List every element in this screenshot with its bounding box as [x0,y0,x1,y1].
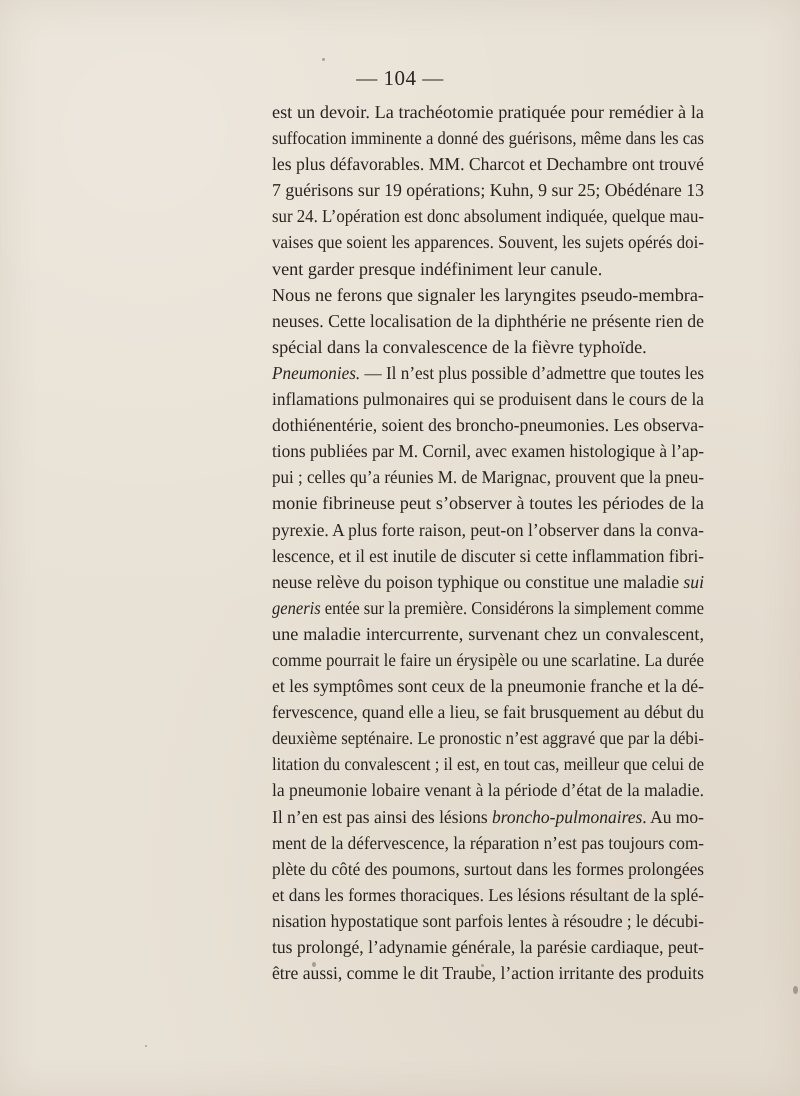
body-text [272,99,704,986]
text-line [272,99,704,125]
text-line [272,725,704,751]
paper-fleck [481,964,484,967]
text-line [272,282,704,308]
paper-fleck [322,58,325,61]
text-line [272,569,704,595]
text-line-content: vent garder presque indéfiniment leur canule. [272,258,603,279]
text-line [272,490,704,516]
text-line [272,830,704,856]
text-line [272,360,704,386]
text-line-content: neuses. Cette localisation de la diphthérie ne présente rien de [272,310,704,331]
text-line-content: sur 24. L’opération est donc absolument indiquée, quelque mau- [272,206,704,227]
text-line-content: generis entée sur la première. Considérons la simplement comme [272,597,704,618]
text-line [272,595,704,621]
text-line-content: lescence, et il est inutile de discuter si cette inflammation fibri- [272,545,704,566]
text-line-content: la pneumonie lobaire venant à la période d’état de la maladie. [272,780,704,801]
text-line-content: tus prolongé, l’adynamie générale, la parésie cardiaque, peut- [272,937,704,957]
text-line [272,412,704,438]
text-line [272,256,704,282]
text-line-content: pui ; celles qu’a réunies M. de Marignac, prouvent que la pneu- [272,467,704,488]
text-line [272,543,704,569]
text-line [272,203,704,229]
text-line-content: les plus défavorables. MM. Charcot et Dechambre ont trouvé [272,154,704,175]
text-line-content: nisation hypostatique sont parfois lentes à résoudre ; le décubi- [272,910,704,931]
text-line-content: est un devoir. La trachéotomie pratiquée pour remédier à la [272,102,704,122]
text-line [272,882,704,908]
text-line-content: pyrexie. A plus forte raison, peut-on l’observer dans la conva- [272,519,704,540]
text-line-content: Nous ne ferons que signaler les laryngites pseudo-membra- [272,284,704,305]
text-line-content: Pneumonies. — Il n’est plus possible d’admettre que toutes les [272,362,704,383]
text-line-content: spécial dans la convalescence de la fièvre typhoïde. [272,336,647,357]
text-line [272,177,704,203]
text-line-content: litation du convalescent ; il est, en tout cas, meilleur que celui de [272,754,704,775]
text-line-content: plète du côté des poumons, surtout dans les formes prolongées [272,858,704,879]
text-line [272,517,704,543]
text-line-content: inflamations pulmonaires qui se produisent dans le cours de la [272,389,704,410]
text-line [272,699,704,725]
text-line [272,777,704,803]
text-line-content: 7 guérisons sur 19 opérations; Kuhn, 9 sur 25; Obédénare 13 [272,180,704,201]
text-line-content: dothiénentérie, soient des broncho-pneumonies. Les observa- [272,415,704,436]
text-line [272,438,704,464]
text-line [272,464,704,490]
page-number: — 104 — [356,66,444,90]
text-line-content: monie fibrineuse peut s’observer à toutes les périodes de la [272,493,704,514]
text-line-content: tions publiées par M. Cornil, avec examen histologique à l’ap- [272,441,704,462]
text-line-content: ment de la défervescence, la réparation n’est pas toujours com- [272,832,704,853]
text-line [272,125,704,151]
text-line [272,908,704,934]
text-line [272,334,704,360]
text-line [272,647,704,673]
text-line [272,804,704,830]
paper-fleck [793,986,798,994]
text-line-content: une maladie intercurrente, survenant chez un convalescent, [272,623,704,644]
text-line-content: fervescence, quand elle a lieu, se fait brusquement au début du [272,702,704,723]
text-line [272,229,704,255]
text-line-content: et les symptômes sont ceux de la pneumonie franche et la dé- [272,676,704,697]
text-line [272,856,704,882]
text-line [272,151,704,177]
text-line-content: comme pourrait le faire un érysipèle ou une scarlatine. La durée [272,649,704,670]
text-line-content: neuse relève du poison typhique ou constitue une maladie sui [272,571,704,592]
paper-fleck [312,962,316,967]
text-line [272,386,704,412]
text-line-content: être aussi, comme le dit Traube, l’action irritante des produits [272,963,704,984]
text-line [272,934,704,960]
text-line-content: et dans les formes thoraciques. Les lésions résultant de la splé- [272,884,704,905]
paper-fleck [145,1045,147,1047]
text-line-content: suffocation imminente a donné des guérisons, même dans les cas [272,128,704,149]
text-line-content: vaises que soient les apparences. Souvent, les sujets opérés doi- [272,232,704,253]
text-line [272,673,704,699]
text-line [272,960,704,986]
text-line-content: Il n’en est pas ainsi des lésions broncho-pulmonaires. Au mo- [272,806,704,827]
text-line [272,751,704,777]
text-line [272,308,704,334]
text-line-content: deuxième septénaire. Le pronostic n’est aggravé que par la débi- [272,728,704,749]
text-line [272,621,704,647]
